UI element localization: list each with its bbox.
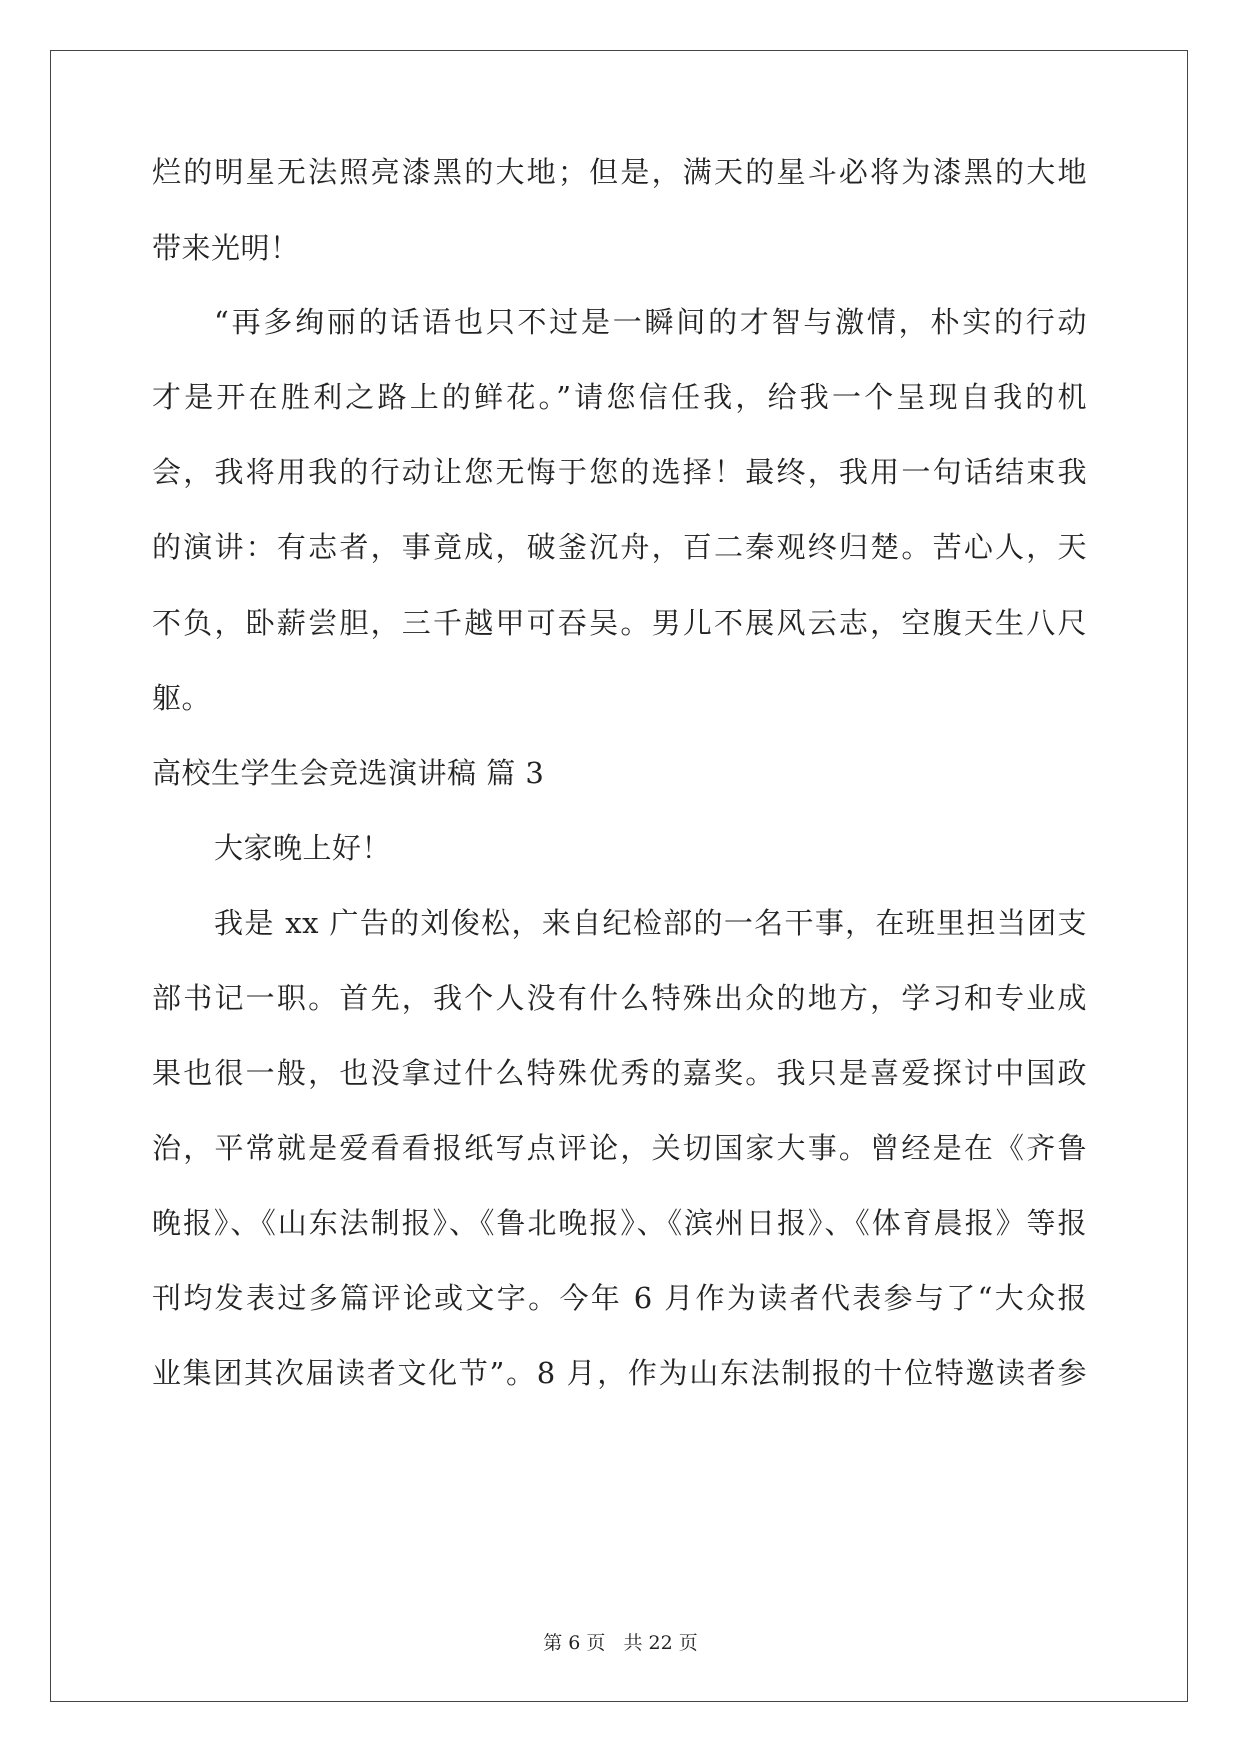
body-line-16: 刊均发表过多篇评论或文字。今年 6 月作为读者代表参与了“大众报 [152,1281,1087,1315]
body-line-11: 我是 xx 广告的刘俊松，来自纪检部的一名干事，在班里担当团支 [214,906,1087,940]
page-number: 第 6 页 [543,1632,606,1654]
body-line-6: 的演讲：有志者，事竟成，破釜沉舟，百二秦观终归楚。苦心人，天 [152,530,1087,564]
body-line-4: 才是开在胜利之路上的鲜花。”请您信任我，给我一个呈现自我的机 [152,380,1087,414]
page-border [50,50,1188,1702]
body-line-8: 躯。 [152,681,212,715]
page-footer [0,1631,1241,1655]
total-pages: 共 22 页 [623,1632,698,1654]
body-line-15: 晚报》、《山东法制报》、《鲁北晚报》、《滨州日报》、《体育晨报》等报 [152,1206,1087,1240]
body-line-13: 果也很一般，也没拿过什么特殊优秀的嘉奖。我只是喜爱探讨中国政 [152,1056,1087,1090]
body-line-3: “再多绚丽的话语也只不过是一瞬间的才智与激情，朴实的行动 [214,305,1087,339]
body-line-12: 部书记一职。首先，我个人没有什么特殊出众的地方，学习和专业成 [152,981,1087,1015]
body-line-5: 会，我将用我的行动让您无悔于您的选择！最终，我用一句话结束我 [152,455,1087,489]
body-line-7: 不负，卧薪尝胆，三千越甲可吞吴。男儿不展风云志，空腹天生八尺 [152,606,1087,640]
body-line-1: 烂的明星无法照亮漆黑的大地；但是，满天的星斗必将为漆黑的大地 [152,155,1087,189]
body-line-14: 治，平常就是爱看看报纸写点评论，关切国家大事。曾经是在《齐鲁 [152,1131,1087,1165]
body-line-17: 业集团其次届读者文化节”。8 月，作为山东法制报的十位特邀读者参 [152,1356,1087,1390]
body-line-2: 带来光明！ [152,231,300,265]
greeting-line: 大家晚上好！ [214,831,392,865]
section-heading: 高校生学生会竞选演讲稿 篇 3 [152,756,545,790]
